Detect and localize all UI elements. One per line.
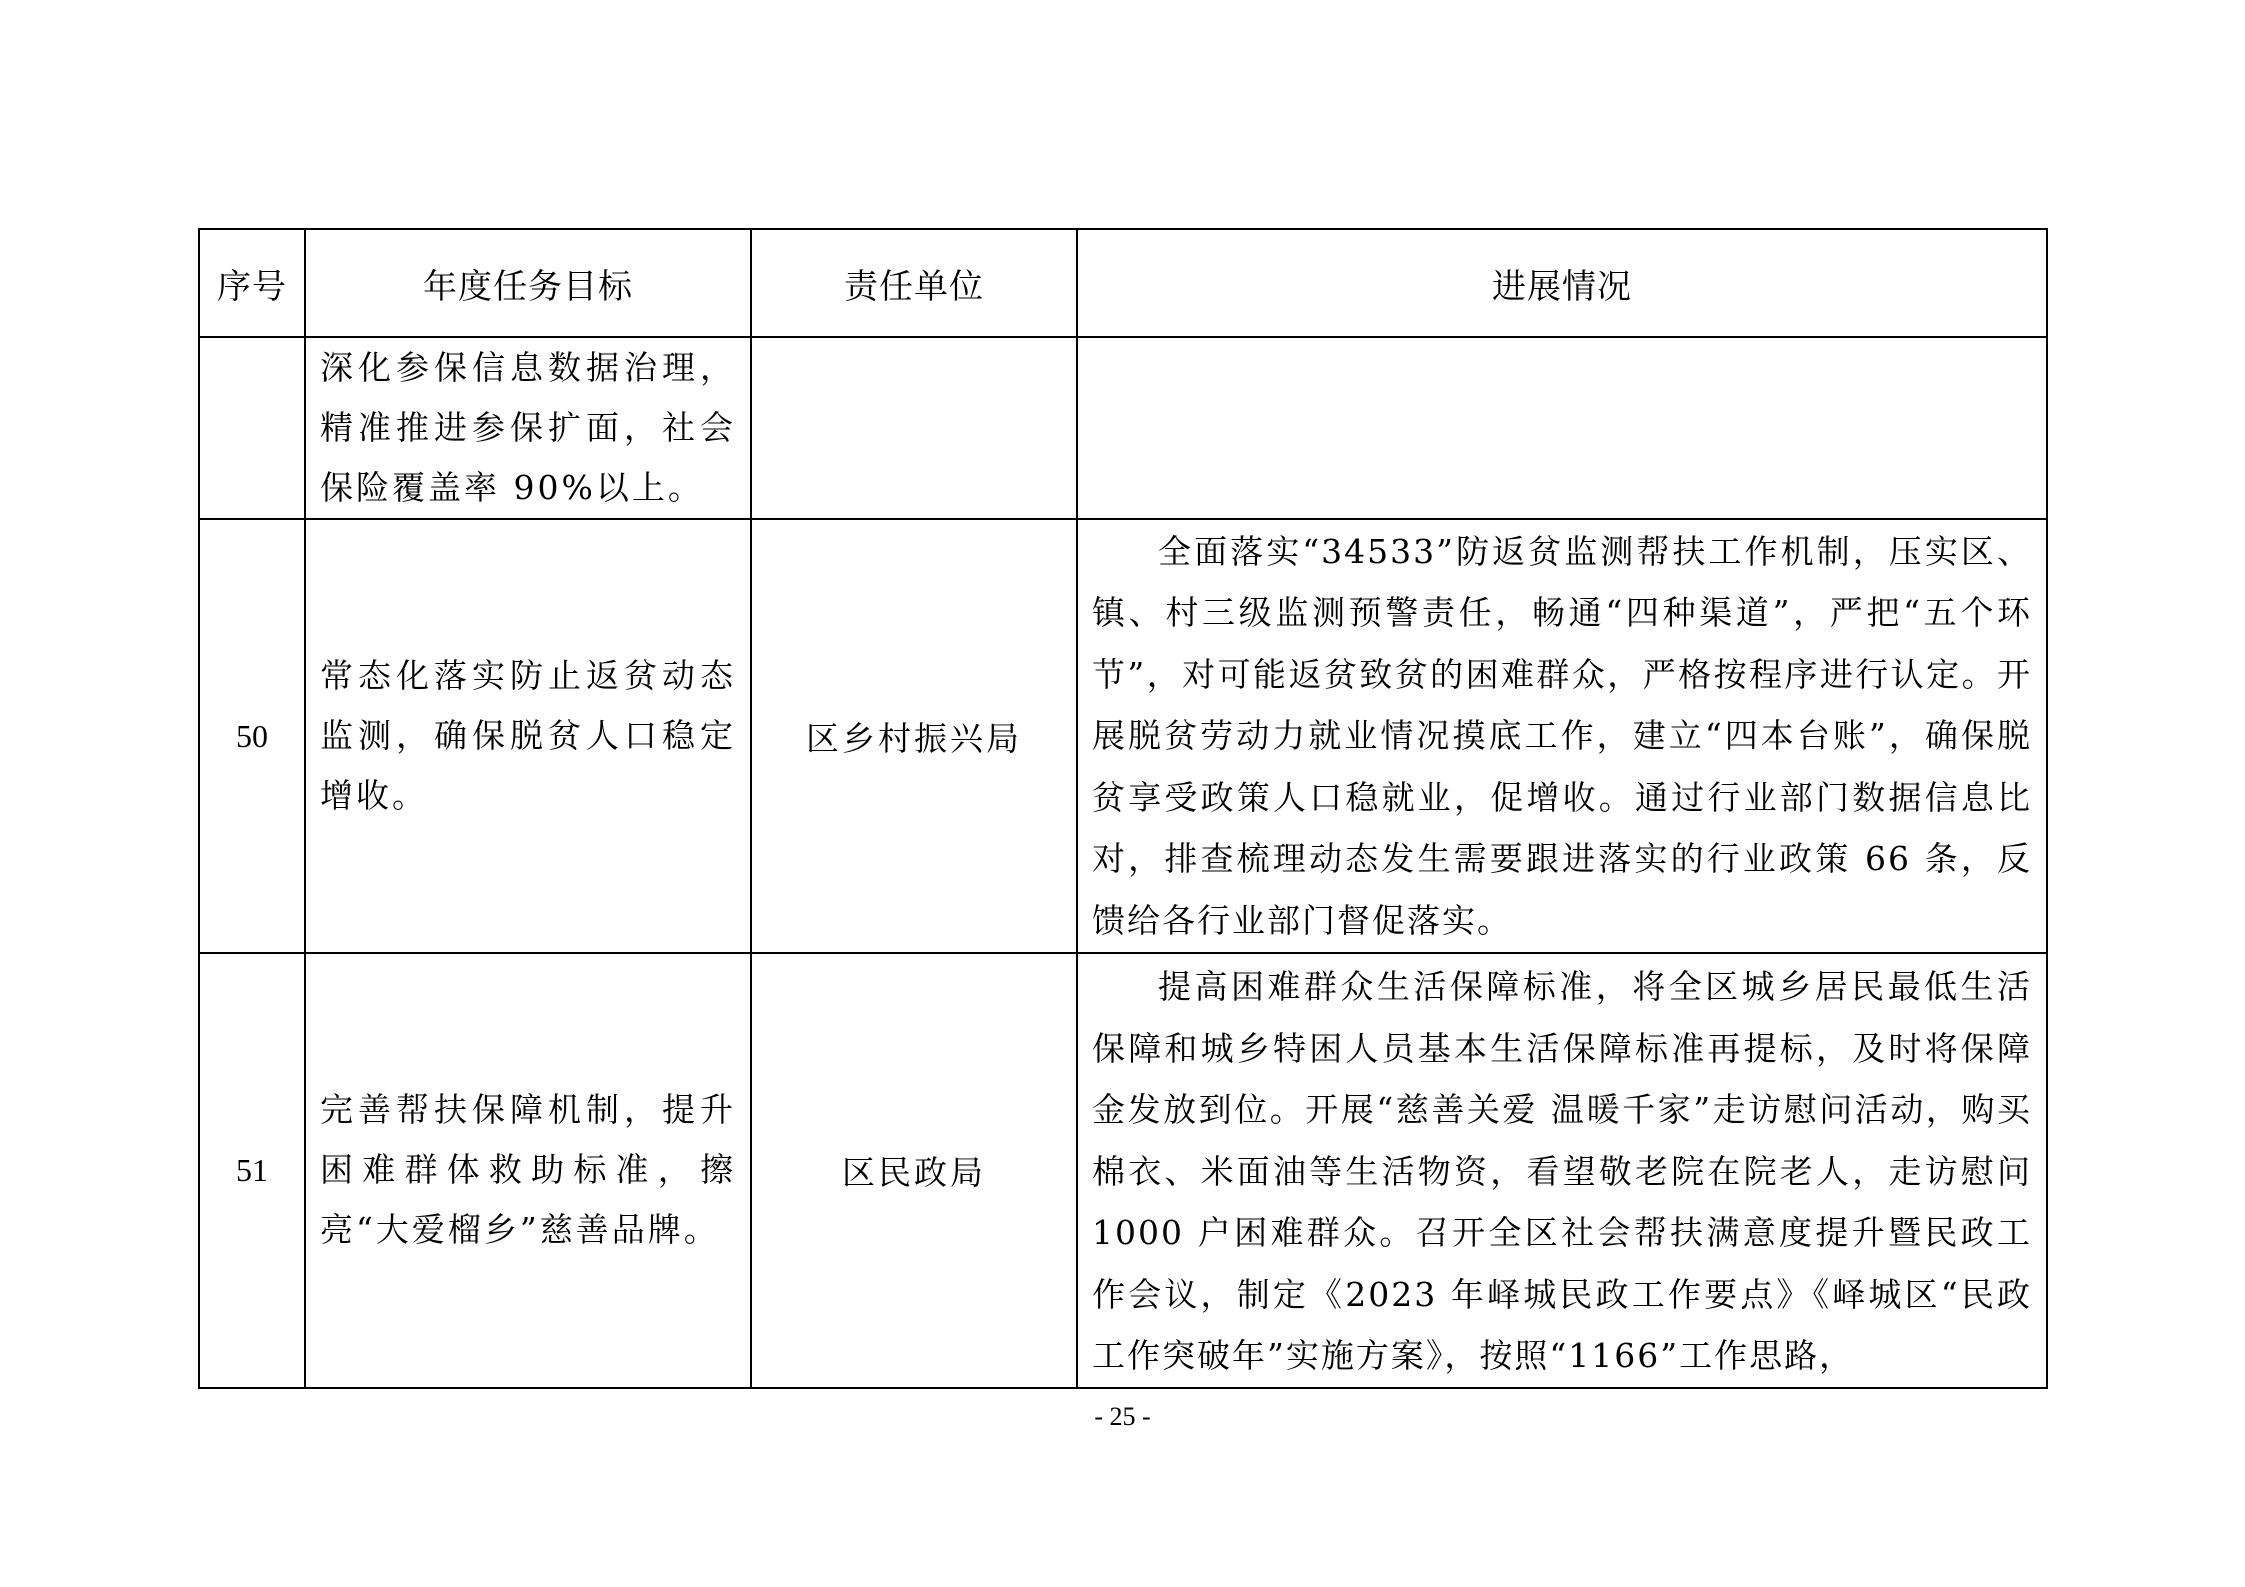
row-progress [1077, 337, 2047, 519]
page-number: - 25 - [1094, 1402, 1151, 1431]
table-row [199, 519, 2047, 953]
row-goal: 完善帮扶保障机制，提升困难群体救助标准，擦亮“大爱榴乡”慈善品牌。 [305, 953, 751, 1388]
row-unit [751, 337, 1077, 519]
progress-table [198, 228, 2048, 1389]
header-no: 序号 [199, 229, 305, 337]
table-header-row [199, 229, 2047, 337]
row-number: 50 [199, 519, 305, 953]
header-progress: 进展情况 [1077, 229, 2047, 337]
row-number [199, 337, 305, 519]
row-unit: 区乡村振兴局 [751, 519, 1077, 953]
header-goal: 年度任务目标 [305, 229, 751, 337]
row-goal: 常态化落实防止返贫动态监测，确保脱贫人口稳定增收。 [305, 519, 751, 953]
row-number: 51 [199, 953, 305, 1388]
row-unit: 区民政局 [751, 953, 1077, 1388]
row-goal: 深化参保信息数据治理，精准推进参保扩面，社会保险覆盖率 90%以上。 [305, 337, 751, 519]
header-unit: 责任单位 [751, 229, 1077, 337]
row-progress: 全面落实“34533”防返贫监测帮扶工作机制，压实区、镇、村三级监测预警责任，畅通“四种渠道”，严把“五个环节”，对可能返贫致贫的困难群众，严格按程序进行认定。开展脱贫劳动力就业情况摸底工作，建立“四本台账”，确保脱贫享受政策人口稳就业，促增收。通过行业部门数据信息比对，排查梳理动态发生需要跟进落实的行业政策 66 条，反馈给各行业部门督促落实。 [1077, 519, 2047, 953]
row-progress: 提高困难群众生活保障标准，将全区城乡居民最低生活保障和城乡特困人员基本生活保障标准再提标，及时将保障金发放到位。开展“慈善关爱 温暖千家”走访慰问活动，购买棉衣、米面油等生活物资，看望敬老院在院老人，走访慰问 1000 户困难群众。召开全区社会帮扶满意度提升暨民政工作会议，制定《2023 年峄城民政工作要点》《峄城区“民政工作突破年”实施方案》，按照“1166”工作思路， [1077, 953, 2047, 1388]
table-row [199, 337, 2047, 519]
table-row [199, 953, 2047, 1388]
